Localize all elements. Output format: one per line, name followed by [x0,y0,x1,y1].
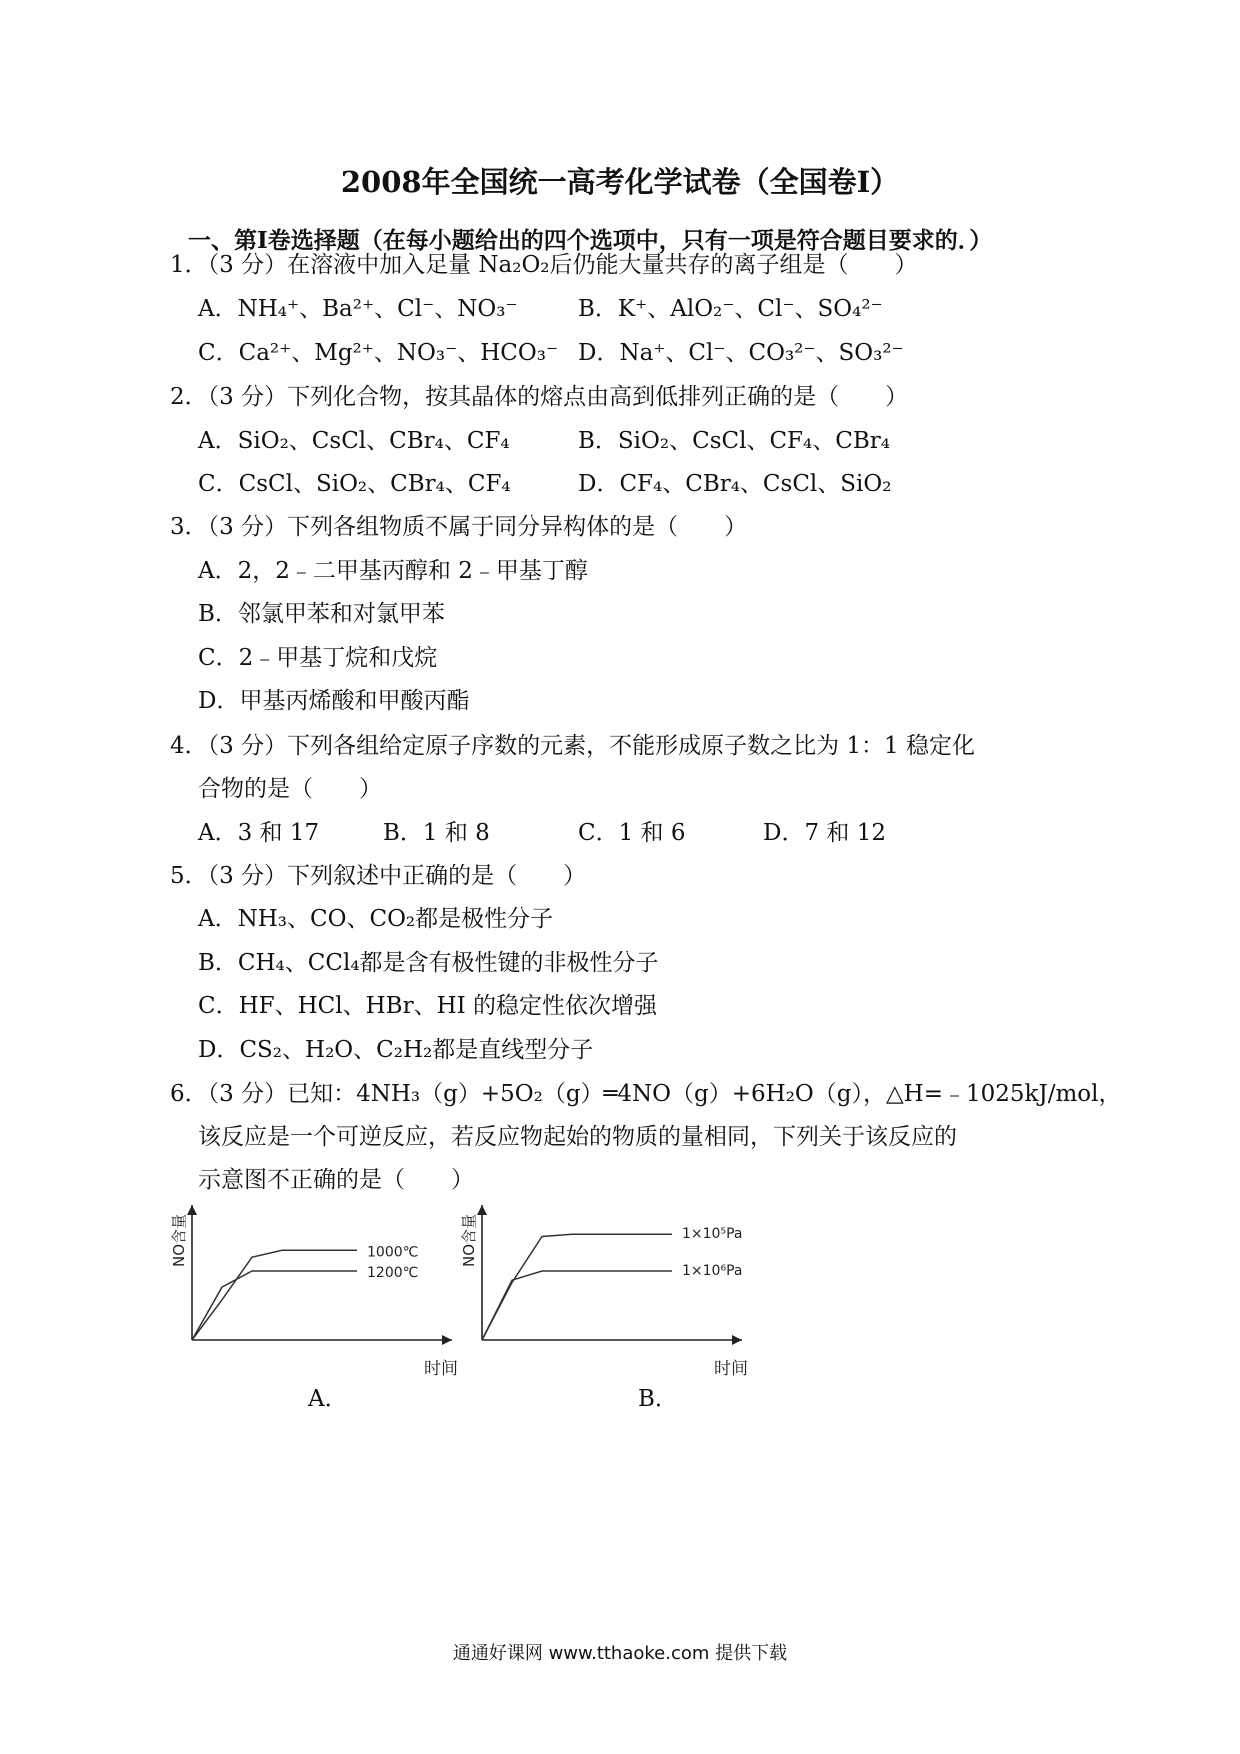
q6-stem-line3: 示意图不正确的是（ ） [198,1167,474,1193]
q2-option-c: C．CsCl、SiO₂、CBr₄、CF₄ [198,471,511,497]
q5-stem: 5．（3 分）下列叙述中正确的是（ ） [170,863,587,889]
q3-option-c: C．2﹣甲基丁烷和戊烷 [198,645,438,671]
y-axis-label: NO含量 [170,1213,188,1267]
q4-option-a: A．3 和 17 [198,820,320,846]
section-heading: 一、第I卷选择题（在每小题给出的四个选项中，只有一项是符合题目要求的．） [188,227,993,254]
q5-option-c: C．HF、HCl、HBr、HI 的稳定性依次增强 [198,993,658,1019]
q3-option-d: D．甲基丙烯酸和甲酸丙酯 [198,688,470,714]
q1-option-d: D．Na⁺、Cl⁻、CO₃²⁻、SO₃²⁻ [578,340,904,366]
chart-a-label: A． [308,1386,348,1412]
q2-option-d: D．CF₄、CBr₄、CsCl、SiO₂ [578,471,892,497]
q6-stem-line1: 6．（3 分）已知：4NH₃（g）+5O₂（g）═4NO（g）+6H₂O（g），△H=﹣1025kJ/mol， [170,1081,1122,1107]
y-axis-arrow [477,1205,487,1215]
q1-option-c: C．Ca²⁺、Mg²⁺、NO₃⁻、HCO₃⁻ [198,340,559,366]
q4-option-c: C．1 和 6 [578,820,686,846]
page-title: 2008年全国统一高考化学试卷（全国卷I） [340,165,900,199]
series-label-1: 1×10⁵Pa [682,1226,743,1243]
chart-b-label: B． [638,1386,678,1412]
y-axis-label: NO含量 [460,1213,478,1267]
q1-stem: 1．（3 分）在溶液中加入足量 Na₂O₂后仍能大量共存的离子组是（ ） [170,252,918,278]
q4-stem-line1: 4．（3 分）下列各组给定原子序数的元素，不能形成原子数之比为 1：1 稳定化 [170,733,975,759]
series-label-1: 1000℃ [367,1244,419,1261]
q3-option-b: B．邻氯甲苯和对氯甲苯 [198,601,445,627]
chart-b [450,1190,780,1390]
q4-stem-line2: 合物的是（ ） [198,776,382,802]
q1-option-b: B．K⁺、AlO₂⁻、Cl⁻、SO₄²⁻ [578,296,883,322]
q4-option-d: D．7 和 12 [763,820,886,846]
x-axis-arrow [732,1335,742,1345]
y-axis-arrow [187,1205,197,1215]
q4-option-b: B．1 和 8 [383,820,490,846]
series-line-2 [482,1271,672,1340]
q2-option-b: B．SiO₂、CsCl、CF₄、CBr₄ [578,428,890,454]
q5-option-b: B．CH₄、CCl₄都是含有极性键的非极性分子 [198,950,659,976]
x-axis-label: 时间 [714,1359,748,1379]
q3-option-a: A．2，2﹣二甲基丙醇和 2﹣甲基丁醇 [198,558,588,584]
q1-option-a: A．NH₄⁺、Ba²⁺、Cl⁻、NO₃⁻ [198,296,518,322]
footer-text: 通通好课网 www.tthaoke.com 提供下载 [452,1643,788,1664]
chart-a [160,1190,480,1390]
q2-option-a: A．SiO₂、CsCl、CBr₄、CF₄ [198,428,510,454]
q5-option-d: D．CS₂、H₂O、C₂H₂都是直线型分子 [198,1037,594,1063]
q3-stem: 3．（3 分）下列各组物质不属于同分异构体的是（ ） [170,514,748,540]
x-axis-label: 时间 [424,1359,458,1379]
q6-stem-line2: 该反应是一个可逆反应，若反应物起始的物质的量相同，下列关于该反应的 [198,1124,957,1150]
series-label-2: 1200℃ [367,1265,419,1281]
series-label-2: 1×10⁶Pa [682,1263,743,1279]
q5-option-a: A．NH₃、CO、CO₂都是极性分子 [198,906,554,932]
q2-stem: 2．（3 分）下列化合物，按其晶体的熔点由高到低排列正确的是（ ） [170,384,909,410]
series-line-2 [192,1271,357,1340]
series-line-1 [482,1234,672,1340]
